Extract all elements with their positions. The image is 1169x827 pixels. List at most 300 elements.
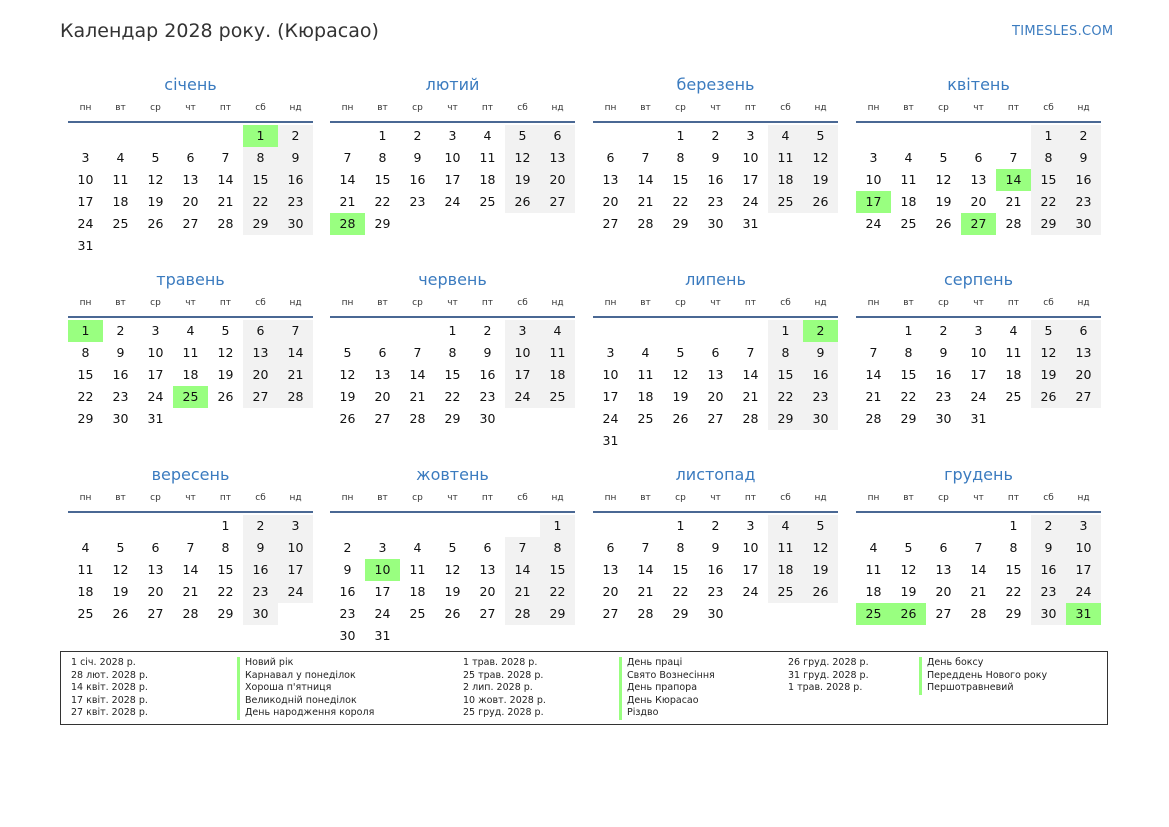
site-link[interactable]: TIMESLES.COM — [1012, 24, 1114, 39]
weekday-label: вт — [377, 103, 388, 113]
empty-cell — [365, 515, 400, 537]
day-cell: 16 — [339, 584, 356, 599]
day-cell: 8 — [448, 345, 457, 360]
day-cell: 5 — [343, 345, 352, 360]
day-cell: 12 — [112, 562, 129, 577]
day-cell: 21 — [217, 194, 234, 209]
weekday-label: нд — [814, 103, 827, 113]
day-cell: 7 — [641, 150, 650, 165]
day-cell: 11 — [409, 562, 426, 577]
legend-date: 27 квіт. 2028 р. — [71, 707, 148, 719]
day-cell: 26 — [803, 581, 838, 603]
day-cell: 13 — [243, 342, 278, 364]
weekday-label: вт — [377, 493, 388, 503]
day-cell: 9 — [243, 537, 278, 559]
day-cell: 19 — [935, 194, 952, 209]
day-cell: 30 — [707, 216, 724, 231]
day-grid — [68, 125, 313, 257]
weekday-label: пн — [341, 493, 354, 503]
empty-cell — [891, 515, 926, 537]
holiday-day: 26 — [891, 603, 926, 625]
day-cell: 10 — [444, 150, 461, 165]
day-cell: 5 — [803, 125, 838, 147]
day-cell: 9 — [413, 150, 422, 165]
day-cell: 15 — [900, 367, 917, 382]
day-cell: 23 — [278, 191, 313, 213]
day-cell: 11 — [479, 150, 496, 165]
day-cell: 22 — [444, 389, 461, 404]
day-cell: 27 — [1066, 386, 1101, 408]
legend-holiday: День Кюрасао — [619, 695, 715, 708]
day-cell: 14 — [742, 367, 759, 382]
day-cell: 25 — [637, 411, 654, 426]
day-cell: 21 — [637, 194, 654, 209]
empty-cell — [698, 320, 733, 342]
weekday-label: ср — [412, 298, 423, 308]
weekday-label: чт — [710, 493, 721, 503]
legend-date: 14 квіт. 2028 р. — [71, 682, 148, 694]
weekday-label: вт — [115, 493, 126, 503]
holiday-day: 10 — [365, 559, 400, 581]
day-cell: 29 — [77, 411, 94, 426]
weekday-label: пн — [604, 103, 617, 113]
day-cell: 3 — [505, 320, 540, 342]
day-cell: 7 — [505, 537, 540, 559]
day-cell: 11 — [77, 562, 94, 577]
day-cell: 16 — [803, 364, 838, 386]
day-cell: 18 — [768, 169, 803, 191]
day-cell: 28 — [505, 603, 540, 625]
day-cell: 28 — [409, 411, 426, 426]
day-cell: 6 — [1066, 320, 1101, 342]
empty-cell — [505, 515, 540, 537]
weekday-label: вт — [377, 298, 388, 308]
day-cell: 22 — [768, 386, 803, 408]
day-cell: 31 — [970, 411, 987, 426]
legend-date: 25 трав. 2028 р. — [463, 669, 544, 681]
weekday-header — [593, 101, 838, 123]
weekday-label: чт — [973, 493, 984, 503]
day-cell: 19 — [217, 367, 234, 382]
empty-cell — [926, 125, 961, 147]
day-cell: 27 — [243, 386, 278, 408]
day-cell: 9 — [711, 150, 720, 165]
weekday-label: ср — [938, 103, 949, 113]
day-cell: 8 — [904, 345, 913, 360]
weekday-label: вт — [903, 493, 914, 503]
day-cell: 26 — [935, 216, 952, 231]
day-cell: 24 — [147, 389, 164, 404]
month-name: червень — [418, 270, 487, 289]
day-cell: 20 — [935, 584, 952, 599]
day-cell: 11 — [1005, 345, 1022, 360]
day-cell: 24 — [1066, 581, 1101, 603]
weekday-label: чт — [973, 103, 984, 113]
day-cell: 17 — [278, 559, 313, 581]
day-cell: 4 — [641, 345, 650, 360]
day-cell: 18 — [768, 559, 803, 581]
day-cell: 14 — [865, 367, 882, 382]
empty-cell — [365, 320, 400, 342]
day-cell: 25 — [409, 606, 426, 621]
day-cell: 8 — [540, 537, 575, 559]
day-cell: 15 — [1031, 169, 1066, 191]
holiday-day: 1 — [243, 125, 278, 147]
day-cell: 23 — [409, 194, 426, 209]
day-cell: 22 — [672, 584, 689, 599]
day-cell: 3 — [151, 323, 160, 338]
empty-cell — [663, 320, 698, 342]
day-cell: 20 — [479, 584, 496, 599]
day-cell: 7 — [278, 320, 313, 342]
day-cell: 19 — [803, 559, 838, 581]
day-cell: 6 — [151, 540, 160, 555]
day-cell: 5 — [904, 540, 913, 555]
day-cell: 28 — [865, 411, 882, 426]
legend-dates-1 — [71, 657, 148, 720]
empty-cell — [891, 125, 926, 147]
weekday-header — [593, 491, 838, 513]
day-cell: 25 — [479, 194, 496, 209]
day-cell: 26 — [339, 411, 356, 426]
day-cell: 25 — [768, 581, 803, 603]
legend-date: 10 жовт. 2028 р. — [463, 694, 546, 706]
day-cell: 21 — [742, 389, 759, 404]
day-cell: 7 — [186, 540, 195, 555]
day-cell: 7 — [974, 540, 983, 555]
day-cell: 29 — [900, 411, 917, 426]
day-cell: 22 — [1005, 584, 1022, 599]
month-11 — [593, 464, 838, 625]
day-cell: 12 — [444, 562, 461, 577]
empty-cell — [68, 515, 103, 537]
weekday-label: сб — [255, 103, 266, 113]
day-cell: 5 — [448, 540, 457, 555]
day-cell: 11 — [540, 342, 575, 364]
weekday-label: нд — [1077, 493, 1090, 503]
day-cell: 18 — [112, 194, 129, 209]
day-cell: 1 — [448, 323, 457, 338]
day-cell: 10 — [505, 342, 540, 364]
day-grid — [68, 515, 313, 625]
day-cell: 24 — [970, 389, 987, 404]
month-7 — [593, 269, 838, 452]
day-cell: 18 — [900, 194, 917, 209]
weekday-label: пт — [1007, 298, 1020, 308]
empty-cell — [68, 125, 103, 147]
weekday-label: сб — [255, 493, 266, 503]
day-cell: 17 — [1066, 559, 1101, 581]
day-cell: 2 — [343, 540, 352, 555]
day-cell: 27 — [540, 191, 575, 213]
legend-holiday: День боксу — [919, 657, 1047, 670]
day-cell: 11 — [768, 537, 803, 559]
weekday-label: вт — [903, 298, 914, 308]
empty-cell — [733, 320, 768, 342]
day-cell: 25 — [768, 191, 803, 213]
day-cell: 21 — [182, 584, 199, 599]
day-cell: 3 — [448, 128, 457, 143]
day-cell: 14 — [339, 172, 356, 187]
day-cell: 20 — [707, 389, 724, 404]
day-cell: 19 — [900, 584, 917, 599]
day-cell: 10 — [77, 172, 94, 187]
day-cell: 30 — [112, 411, 129, 426]
weekday-label: пт — [1007, 103, 1020, 113]
holiday-day: 25 — [173, 386, 208, 408]
day-cell: 14 — [182, 562, 199, 577]
legend-date: 1 трав. 2028 р. — [788, 682, 863, 694]
day-cell: 15 — [540, 559, 575, 581]
day-cell: 31 — [742, 216, 759, 231]
weekday-label: пн — [604, 298, 617, 308]
day-cell: 23 — [707, 584, 724, 599]
day-cell: 17 — [505, 364, 540, 386]
day-cell: 19 — [672, 389, 689, 404]
day-cell: 23 — [243, 581, 278, 603]
day-cell: 28 — [742, 411, 759, 426]
day-cell: 21 — [278, 364, 313, 386]
day-cell: 27 — [147, 606, 164, 621]
weekday-header — [330, 101, 575, 123]
day-cell: 16 — [409, 172, 426, 187]
day-cell: 1 — [1031, 125, 1066, 147]
weekday-label: нд — [289, 493, 302, 503]
day-cell: 6 — [540, 125, 575, 147]
day-cell: 29 — [540, 603, 575, 625]
day-cell: 7 — [221, 150, 230, 165]
day-cell: 13 — [602, 562, 619, 577]
weekday-label: ср — [675, 493, 686, 503]
legend-names-1 — [237, 657, 374, 720]
weekday-label: пн — [79, 103, 92, 113]
day-cell: 4 — [483, 128, 492, 143]
day-cell: 3 — [606, 345, 615, 360]
day-cell: 12 — [505, 147, 540, 169]
day-cell: 29 — [768, 408, 803, 430]
day-cell: 28 — [182, 606, 199, 621]
day-cell: 16 — [935, 367, 952, 382]
day-cell: 22 — [77, 389, 94, 404]
day-cell: 22 — [900, 389, 917, 404]
legend-date: 17 квіт. 2028 р. — [71, 694, 148, 706]
empty-cell — [173, 515, 208, 537]
empty-cell — [856, 125, 891, 147]
legend-holiday: День прапора — [619, 682, 715, 695]
day-cell: 24 — [77, 216, 94, 231]
day-cell: 19 — [339, 389, 356, 404]
weekday-label: сб — [517, 298, 528, 308]
day-cell: 4 — [1009, 323, 1018, 338]
day-cell: 16 — [243, 559, 278, 581]
day-cell: 15 — [1005, 562, 1022, 577]
empty-cell — [996, 125, 1031, 147]
weekday-label: ср — [150, 298, 161, 308]
day-cell: 20 — [243, 364, 278, 386]
day-cell: 7 — [413, 345, 422, 360]
weekday-label: пт — [481, 298, 494, 308]
legend-date: 1 трав. 2028 р. — [463, 657, 538, 668]
weekday-label: вт — [640, 493, 651, 503]
day-cell: 28 — [278, 386, 313, 408]
day-cell: 15 — [672, 562, 689, 577]
day-cell: 7 — [641, 540, 650, 555]
empty-cell — [138, 125, 173, 147]
day-cell: 18 — [409, 584, 426, 599]
month-9 — [68, 464, 313, 625]
day-cell: 14 — [637, 562, 654, 577]
page-title: Календар 2028 року. (Кюрасао) — [60, 20, 379, 42]
weekday-label: нд — [551, 103, 564, 113]
holiday-day: 2 — [803, 320, 838, 342]
day-cell: 13 — [970, 172, 987, 187]
empty-cell — [856, 320, 891, 342]
weekday-label: пт — [744, 493, 757, 503]
weekday-label: пт — [481, 103, 494, 113]
weekday-header — [68, 491, 313, 513]
day-cell: 20 — [1066, 364, 1101, 386]
empty-cell — [103, 515, 138, 537]
day-cell: 12 — [672, 367, 689, 382]
weekday-label: сб — [517, 493, 528, 503]
empty-cell — [856, 515, 891, 537]
month-8 — [856, 269, 1101, 430]
day-cell: 21 — [409, 389, 426, 404]
day-cell: 12 — [217, 345, 234, 360]
day-cell: 31 — [602, 433, 619, 448]
day-cell: 10 — [1066, 537, 1101, 559]
day-cell: 17 — [444, 172, 461, 187]
empty-cell — [208, 125, 243, 147]
day-cell: 11 — [182, 345, 199, 360]
day-cell: 19 — [444, 584, 461, 599]
weekday-label: вт — [640, 298, 651, 308]
day-cell: 8 — [1031, 147, 1066, 169]
weekday-label: ср — [938, 493, 949, 503]
day-cell: 15 — [768, 364, 803, 386]
legend-holiday: День народження короля — [237, 707, 374, 720]
day-cell: 21 — [637, 584, 654, 599]
day-cell: 15 — [243, 169, 278, 191]
weekday-label: чт — [447, 103, 458, 113]
day-cell: 11 — [900, 172, 917, 187]
day-cell: 3 — [746, 518, 755, 533]
month-6 — [330, 269, 575, 430]
legend-date: 28 лют. 2028 р. — [71, 669, 148, 681]
day-cell: 18 — [865, 584, 882, 599]
legend-holiday: Свято Вознесіння — [619, 670, 715, 683]
weekday-label: пт — [219, 493, 232, 503]
day-cell: 9 — [939, 345, 948, 360]
day-cell: 27 — [935, 606, 952, 621]
weekday-label: сб — [517, 103, 528, 113]
weekday-label: пт — [744, 298, 757, 308]
weekday-label: нд — [814, 493, 827, 503]
day-cell: 13 — [602, 172, 619, 187]
day-cell: 6 — [711, 345, 720, 360]
day-cell: 27 — [602, 606, 619, 621]
day-cell: 9 — [1031, 537, 1066, 559]
day-cell: 13 — [1066, 342, 1101, 364]
weekday-label: нд — [289, 298, 302, 308]
day-cell: 8 — [243, 147, 278, 169]
day-cell: 10 — [742, 540, 759, 555]
empty-cell — [961, 125, 996, 147]
day-cell: 24 — [278, 581, 313, 603]
day-cell: 8 — [676, 150, 685, 165]
day-cell: 15 — [374, 172, 391, 187]
day-cell: 30 — [278, 213, 313, 235]
empty-cell — [593, 125, 628, 147]
day-cell: 5 — [1031, 320, 1066, 342]
day-cell: 10 — [970, 345, 987, 360]
month-name: січень — [164, 75, 217, 94]
empty-cell — [330, 125, 365, 147]
weekday-label: чт — [710, 103, 721, 113]
day-cell: 16 — [707, 562, 724, 577]
day-cell: 24 — [865, 216, 882, 231]
weekday-label: сб — [780, 493, 791, 503]
day-cell: 5 — [676, 345, 685, 360]
day-cell: 30 — [479, 411, 496, 426]
day-cell: 29 — [217, 606, 234, 621]
weekday-label: пт — [744, 103, 757, 113]
legend-holiday: Карнавал у понеділок — [237, 670, 374, 683]
day-cell: 26 — [803, 191, 838, 213]
day-cell: 18 — [77, 584, 94, 599]
day-cell: 13 — [707, 367, 724, 382]
weekday-label: чт — [710, 298, 721, 308]
weekday-label: пн — [79, 493, 92, 503]
day-cell: 23 — [479, 389, 496, 404]
day-cell: 18 — [182, 367, 199, 382]
month-name: квітень — [947, 75, 1010, 94]
weekday-label: пн — [867, 103, 880, 113]
day-cell: 15 — [77, 367, 94, 382]
day-cell: 28 — [637, 216, 654, 231]
day-cell: 13 — [182, 172, 199, 187]
day-cell: 1 — [378, 128, 387, 143]
day-cell: 26 — [505, 191, 540, 213]
day-cell: 16 — [479, 367, 496, 382]
day-cell: 4 — [186, 323, 195, 338]
weekday-label: нд — [289, 103, 302, 113]
empty-cell — [400, 320, 435, 342]
day-cell: 23 — [339, 606, 356, 621]
day-cell: 19 — [803, 169, 838, 191]
day-cell: 6 — [378, 345, 387, 360]
day-cell: 15 — [444, 367, 461, 382]
weekday-header — [856, 491, 1101, 513]
weekday-label: пт — [219, 298, 232, 308]
day-cell: 10 — [147, 345, 164, 360]
weekday-label: сб — [780, 298, 791, 308]
legend-holiday: Новий рік — [237, 657, 374, 670]
day-cell: 11 — [768, 147, 803, 169]
day-cell: 4 — [81, 540, 90, 555]
day-cell: 25 — [900, 216, 917, 231]
month-name: травень — [156, 270, 225, 289]
day-cell: 24 — [505, 386, 540, 408]
day-cell: 9 — [116, 345, 125, 360]
day-cell: 18 — [1005, 367, 1022, 382]
day-cell: 23 — [1031, 581, 1066, 603]
holiday-day: 28 — [330, 213, 365, 235]
day-cell: 9 — [343, 562, 352, 577]
day-cell: 19 — [112, 584, 129, 599]
holiday-day: 27 — [961, 213, 996, 235]
weekday-label: чт — [185, 493, 196, 503]
